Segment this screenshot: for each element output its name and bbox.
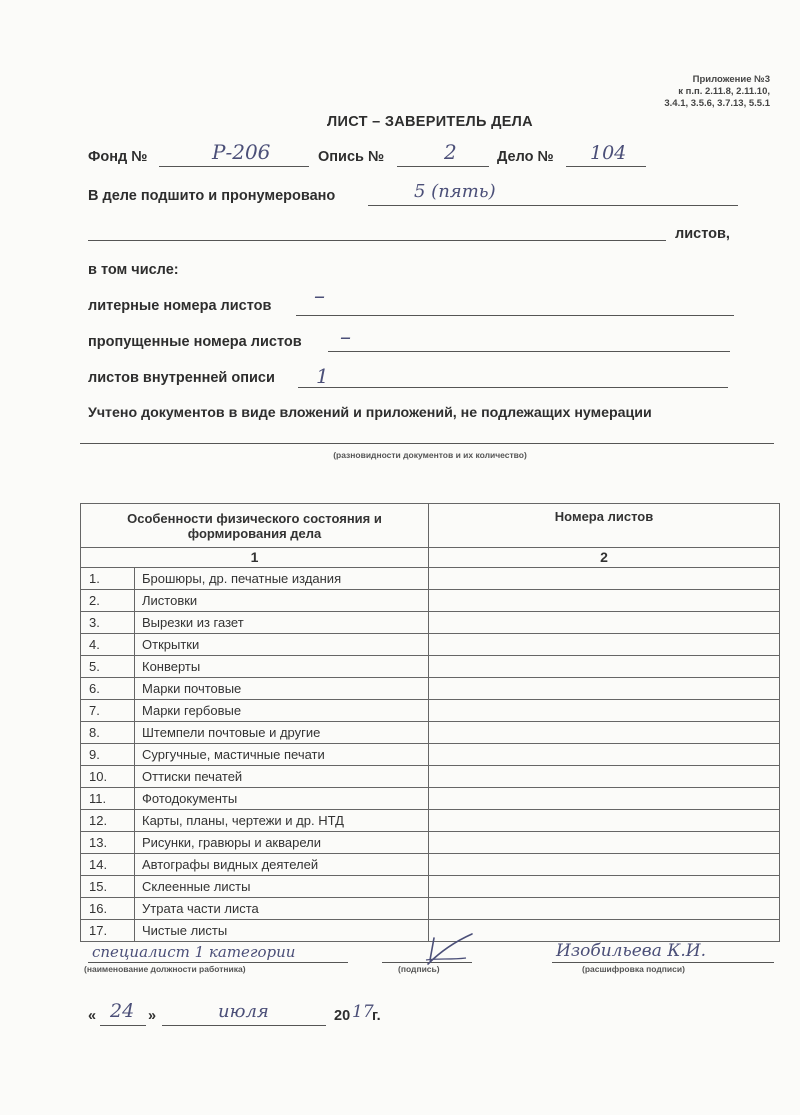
signature-caption: (подпись) xyxy=(398,964,440,974)
row-label: Листовки xyxy=(135,590,429,612)
table-body xyxy=(81,568,780,942)
row-label: Марки гербовые xyxy=(135,700,429,722)
row-sheet-numbers[interactable] xyxy=(429,722,780,744)
date-year-suffix[interactable]: 17 xyxy=(352,1002,374,1022)
row-sheet-numbers[interactable] xyxy=(429,832,780,854)
table-row xyxy=(81,876,780,898)
date-month[interactable]: июля xyxy=(218,1001,269,1022)
row-number: 2. xyxy=(81,590,135,612)
table-row xyxy=(81,854,780,876)
name-line xyxy=(552,962,774,963)
row-sheet-numbers[interactable] xyxy=(429,810,780,832)
row-number: 12. xyxy=(81,810,135,832)
row-sheet-numbers[interactable] xyxy=(429,876,780,898)
fond-value[interactable]: Р-206 xyxy=(212,140,271,164)
date-year-prefix: 20 xyxy=(334,1008,351,1024)
row-number: 14. xyxy=(81,854,135,876)
position-caption: (наименование должности работника) xyxy=(84,964,246,974)
table-row xyxy=(81,568,780,590)
name-caption: (расшифровка подписи) xyxy=(582,964,685,974)
table-row xyxy=(81,612,780,634)
inventory-sheets-value[interactable]: 1 xyxy=(316,364,329,388)
table-row xyxy=(81,898,780,920)
inventory-sheets-label: листов внутренней описи xyxy=(88,370,275,386)
row-number: 6. xyxy=(81,678,135,700)
row-number: 11. xyxy=(81,788,135,810)
row-label: Утрата части листа xyxy=(135,898,429,920)
appendix-reference xyxy=(590,74,770,110)
name-value[interactable]: Изобильева К.И. xyxy=(556,941,707,961)
delo-line xyxy=(566,166,646,167)
opis-value[interactable]: 2 xyxy=(444,140,457,164)
inventory-sheets-line xyxy=(298,387,728,388)
row-number: 8. xyxy=(81,722,135,744)
row-sheet-numbers[interactable] xyxy=(429,590,780,612)
position-value[interactable]: специалист 1 категории xyxy=(92,943,296,961)
fond-line xyxy=(159,166,309,167)
sewn-label: В деле подшито и пронумеровано xyxy=(88,188,336,204)
features-table xyxy=(80,503,780,942)
row-number: 13. xyxy=(81,832,135,854)
sewn-line xyxy=(368,205,738,206)
subheader-col-2: 2 xyxy=(429,548,780,568)
appendix-line-1: Приложение №3 xyxy=(692,74,770,85)
letter-numbers-label: литерные номера листов xyxy=(88,298,272,314)
date-open-quote: « xyxy=(88,1008,97,1024)
row-sheet-numbers[interactable] xyxy=(429,898,780,920)
row-number: 16. xyxy=(81,898,135,920)
row-label: Открытки xyxy=(135,634,429,656)
attachments-line xyxy=(80,443,774,444)
table-subheader-row xyxy=(81,548,780,568)
date-month-line xyxy=(162,1025,326,1026)
row-number: 17. xyxy=(81,920,135,942)
missed-numbers-value[interactable]: – xyxy=(340,325,351,350)
header-sheet-numbers: Номера листов xyxy=(429,504,780,548)
row-label: Автографы видных деятелей xyxy=(135,854,429,876)
row-sheet-numbers[interactable] xyxy=(429,656,780,678)
header-features: Особенности физического состояния и формирования дела xyxy=(81,504,429,548)
table-row xyxy=(81,766,780,788)
row-sheet-numbers[interactable] xyxy=(429,744,780,766)
table-row xyxy=(81,810,780,832)
row-sheet-numbers[interactable] xyxy=(429,700,780,722)
row-number: 3. xyxy=(81,612,135,634)
row-label: Марки почтовые xyxy=(135,678,429,700)
row-label: Сургучные, мастичные печати xyxy=(135,744,429,766)
date-day-line xyxy=(100,1025,146,1026)
fond-label: Фонд № xyxy=(88,149,148,165)
letter-numbers-value[interactable]: – xyxy=(314,284,325,309)
row-number: 1. xyxy=(81,568,135,590)
row-sheet-numbers[interactable] xyxy=(429,766,780,788)
table-row xyxy=(81,634,780,656)
subheader-col-1: 1 xyxy=(81,548,429,568)
row-sheet-numbers[interactable] xyxy=(429,568,780,590)
position-line xyxy=(88,962,348,963)
row-number: 10. xyxy=(81,766,135,788)
table-row xyxy=(81,590,780,612)
row-label: Чистые листы xyxy=(135,920,429,942)
letter-numbers-line xyxy=(296,315,734,316)
row-number: 9. xyxy=(81,744,135,766)
appendix-line-2: к п.п. 2.11.8, 2.11.10, xyxy=(678,86,770,97)
row-label: Брошюры, др. печатные издания xyxy=(135,568,429,590)
row-label: Склеенные листы xyxy=(135,876,429,898)
date-day[interactable]: 24 xyxy=(110,1000,135,1022)
sewn-value[interactable]: 5 (пять) xyxy=(414,181,496,202)
row-number: 5. xyxy=(81,656,135,678)
sheets-word: листов, xyxy=(675,226,730,242)
table-row xyxy=(81,700,780,722)
appendix-line-3: 3.4.1, 3.5.6, 3.7.13, 5.5.1 xyxy=(664,98,770,109)
row-number: 7. xyxy=(81,700,135,722)
row-label: Фотодокументы xyxy=(135,788,429,810)
date-close-quote: » xyxy=(148,1008,157,1024)
date-year-end: г. xyxy=(372,1008,381,1024)
row-label: Вырезки из газет xyxy=(135,612,429,634)
opis-label: Опись № xyxy=(318,149,385,165)
delo-value[interactable]: 104 xyxy=(590,142,627,164)
attachments-caption: (разновидности документов и их количество) xyxy=(333,450,527,460)
row-label: Конверты xyxy=(135,656,429,678)
table-row xyxy=(81,656,780,678)
table-row xyxy=(81,678,780,700)
including-label: в том числе: xyxy=(88,262,179,278)
missed-numbers-line xyxy=(328,351,730,352)
row-sheet-numbers[interactable] xyxy=(429,634,780,656)
row-number: 4. xyxy=(81,634,135,656)
delo-label: Дело № xyxy=(497,149,554,165)
row-number: 15. xyxy=(81,876,135,898)
opis-line xyxy=(397,166,489,167)
row-sheet-numbers[interactable] xyxy=(429,612,780,634)
table-row xyxy=(81,722,780,744)
row-sheet-numbers[interactable] xyxy=(429,920,780,942)
missed-numbers-label: пропущенные номера листов xyxy=(88,334,302,350)
row-label: Рисунки, гравюры и акварели xyxy=(135,832,429,854)
table-row xyxy=(81,832,780,854)
row-sheet-numbers[interactable] xyxy=(429,788,780,810)
row-label: Штемпели почтовые и другие xyxy=(135,722,429,744)
row-sheet-numbers[interactable] xyxy=(429,678,780,700)
table-header-row xyxy=(81,504,780,548)
table-row xyxy=(81,788,780,810)
table-row xyxy=(81,744,780,766)
attachments-label: Учтено документов в виде вложений и приложений, не подлежащих нумерации xyxy=(88,405,652,421)
page-title: ЛИСТ – ЗАВЕРИТЕЛЬ ДЕЛА xyxy=(327,114,533,130)
row-label: Оттиски печатей xyxy=(135,766,429,788)
sewn-line-continued xyxy=(88,240,666,241)
row-sheet-numbers[interactable] xyxy=(429,854,780,876)
row-label: Карты, планы, чертежи и др. НТД xyxy=(135,810,429,832)
